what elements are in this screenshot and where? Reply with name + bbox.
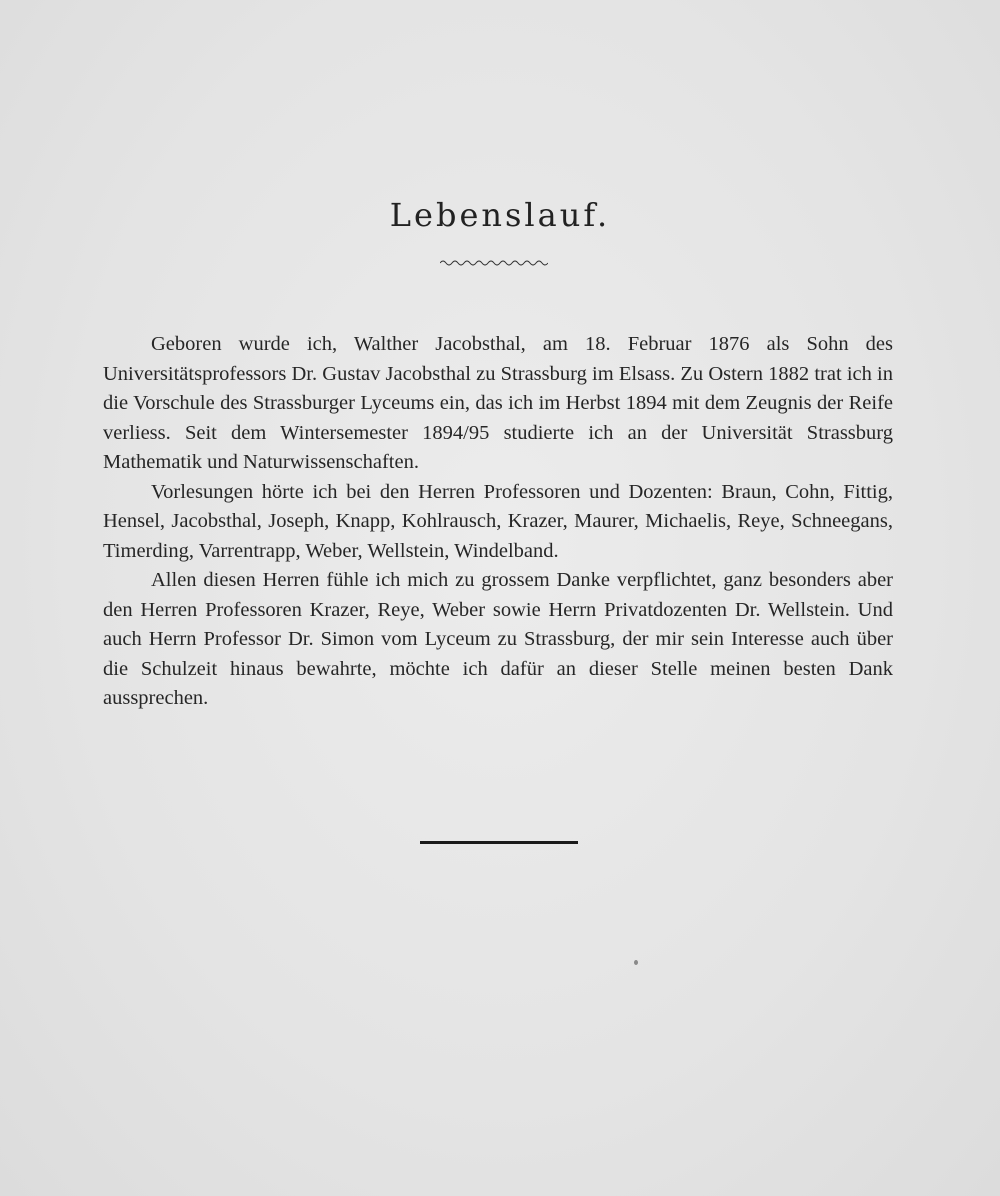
paragraph-acknowledgements: Allen diesen Herren fühle ich mich zu grossem Danke verpflichtet, ganz besonders aber den Herren Professoren Krazer, Reye, Weber sowie Herrn Privatdozenten Dr. Wellstein. Und auch Herrn Professor Dr. Simon vom Lyceum zu Strassburg, der mir sein Interesse auch über die Schulzeit hinaus bewahrte, möchte ich dafür an dieser Stelle meinen besten Dank aussprechen. — [103, 569, 893, 709]
biography-text — [103, 330, 893, 714]
closing-rule — [420, 841, 578, 844]
paragraph-birth-education: Geboren wurde ich, Walther Jacobsthal, am 18. Februar 1876 als Sohn des Universitätsprofessors Dr. Gustav Jacobsthal zu Strassburg im Elsass. Zu Ostern 1882 trat ich in die Vorschule des Strassburger Lyceums ein, das ich im Herbst 1894 mit dem Zeugnis der Reife verliess. Seit dem Wintersemester 1894/95 studierte ich an der Universität Strassburg Mathematik und Naturwissenschaften. — [103, 333, 893, 473]
page-title: Lebenslauf. — [389, 196, 611, 234]
paper-speck — [634, 960, 638, 965]
wavy-ornament — [440, 258, 548, 268]
paragraph-lecturers: Vorlesungen hörte ich bei den Herren Professoren und Dozenten: Braun, Cohn, Fittig, Hensel, Jacobsthal, Joseph, Knapp, Kohlrausch, Krazer, Maurer, Michaelis, Reye, Schneegans, Timerding, Varrentrapp, Weber, Wellstein, Windelband. — [103, 480, 893, 562]
